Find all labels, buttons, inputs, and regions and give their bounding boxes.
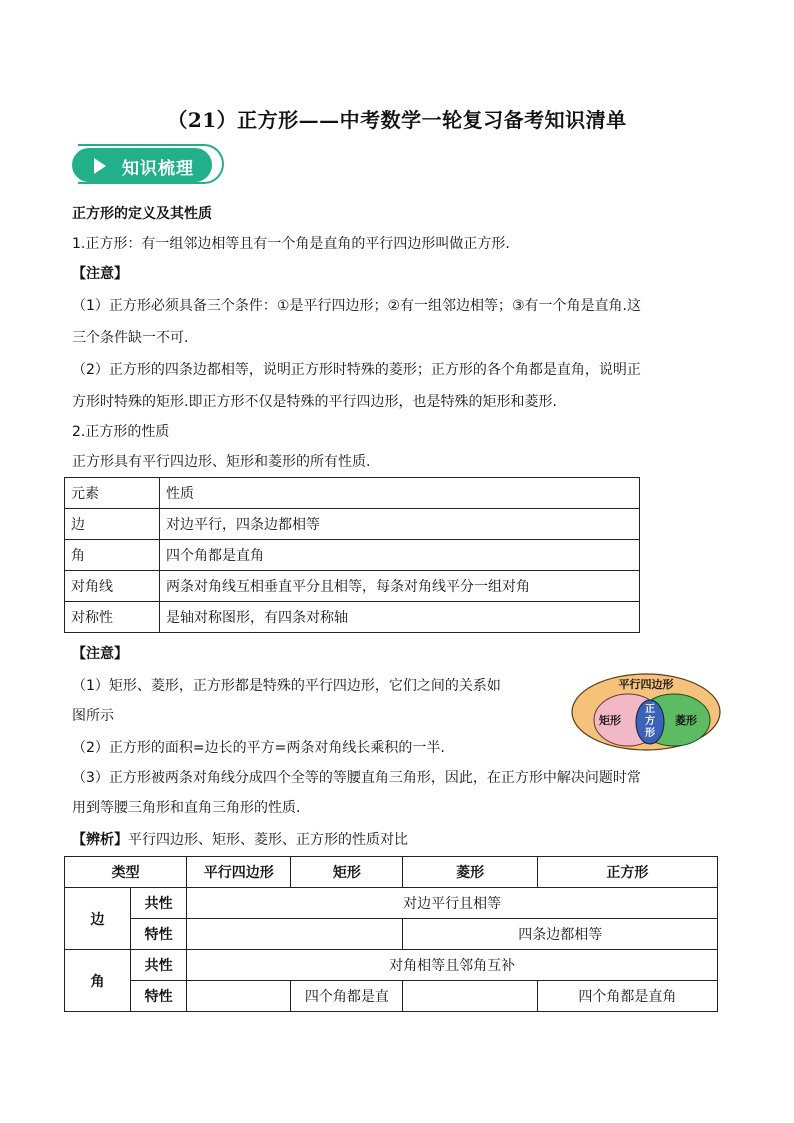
property-table [64, 477, 640, 633]
table-header-row [65, 478, 640, 509]
table-header-cell: 正方形 [537, 857, 717, 888]
table-row [65, 950, 718, 981]
table-row [65, 981, 718, 1012]
table-cell: 对边平行，四条边都相等 [160, 509, 640, 540]
table-cell [403, 981, 537, 1012]
note-m1-line-a: （1）矩形、菱形，正方形都是特殊的平行四边形，它们之间的关系如 [72, 678, 501, 694]
table-header-cell: 平行四边形 [187, 857, 291, 888]
table-row [65, 919, 718, 950]
note2-line-b: 方形时特殊的矩形.即正方形不仅是特殊的平行四边形，也是特殊的矩形和菱形. [72, 394, 557, 410]
note-m3-line-b: 用到等腰三角形和直角三角形的性质. [72, 800, 301, 816]
table-cell: 四个角都是直角 [160, 540, 640, 571]
table-cell: 四个角都是直角 [537, 981, 717, 1012]
table-cell: 边 [65, 509, 160, 540]
definition-line: 1.正方形：有一组邻边相等且有一个角是直角的平行四边形叫做正方形. [72, 236, 510, 252]
section-badge [72, 146, 224, 186]
venn-center-char: 形 [645, 728, 655, 739]
note-m1-line-b: 图所示 [72, 708, 114, 724]
table-cell: 两条对角线互相垂直平分且相等，每条对角线平分一组对角 [160, 571, 640, 602]
note-m2-line: （2）正方形的面积=边长的平方=两条对角线长乘积的一半. [72, 740, 445, 756]
table-cell: 共性 [131, 888, 187, 919]
table-cell: 共性 [131, 950, 187, 981]
table-cell: 对称性 [65, 602, 160, 633]
table-cell: 特性 [131, 919, 187, 950]
table-row [65, 571, 640, 602]
table-header-cell: 元素 [65, 478, 160, 509]
table-cell: 对角线 [65, 571, 160, 602]
venn-center-char: 正 [645, 704, 655, 715]
note-m3-line-a: （3）正方形被两条对角线分成四个全等的等腰直角三角形，因此，在正方形中解决问题时常 [72, 770, 641, 786]
note-label: 【注意】 [72, 646, 128, 662]
table-cell: 特性 [131, 981, 187, 1012]
section-label: 知识梳理 [122, 159, 194, 179]
table-cell: 四个角都是直 [291, 981, 403, 1012]
analysis-text: 平行四边形、矩形、菱形、正方形的性质对比 [128, 832, 408, 848]
table-cell [187, 919, 403, 950]
table-header-cell: 菱形 [403, 857, 537, 888]
venn-right-label: 菱形 [675, 714, 697, 727]
table-cell [187, 981, 291, 1012]
row-group-label: 角 [65, 950, 131, 1012]
property-desc: 正方形具有平行四边形、矩形和菱形的所有性质. [72, 454, 371, 470]
table-header-cell: 性质 [160, 478, 640, 509]
note1-line-b: 三个条件缺一不可. [72, 330, 189, 346]
section-heading: 正方形的定义及其性质 [72, 206, 212, 222]
table-header-cell: 类型 [65, 857, 187, 888]
property-heading: 2.正方形的性质 [72, 424, 170, 440]
table-cell: 是轴对称图形，有四条对称轴 [160, 602, 640, 633]
venn-diagram [570, 672, 722, 752]
table-cell: 对角相等且邻角互补 [187, 950, 718, 981]
table-cell: 四条边都相等 [403, 919, 718, 950]
table-cell: 对边平行且相等 [187, 888, 718, 919]
table-row [65, 509, 640, 540]
page-title: （21）正方形——中考数学一轮复习备考知识清单 [167, 108, 627, 132]
table-row [65, 888, 718, 919]
venn-left-label: 矩形 [599, 714, 621, 727]
play-icon [94, 158, 106, 174]
table-row [65, 602, 640, 633]
table-header-row [65, 857, 718, 888]
analysis-tag: 【辨析】 [72, 832, 128, 848]
note-label: 【注意】 [72, 266, 128, 282]
table-cell: 角 [65, 540, 160, 571]
analysis-line [72, 830, 408, 850]
venn-outer-label: 平行四边形 [618, 678, 674, 691]
table-row [65, 540, 640, 571]
comparison-table [64, 856, 718, 1012]
note1-line-a: （1）正方形必须具备三个条件：①是平行四边形；②有一组邻边相等；③有一个角是直角.这 [72, 298, 642, 314]
note2-line-a: （2）正方形的四条边都相等，说明正方形时特殊的菱形；正方形的各个角都是直角，说明正 [72, 362, 641, 378]
row-group-label: 边 [65, 888, 131, 950]
venn-center-char: 方 [645, 716, 655, 727]
table-header-cell: 矩形 [291, 857, 403, 888]
